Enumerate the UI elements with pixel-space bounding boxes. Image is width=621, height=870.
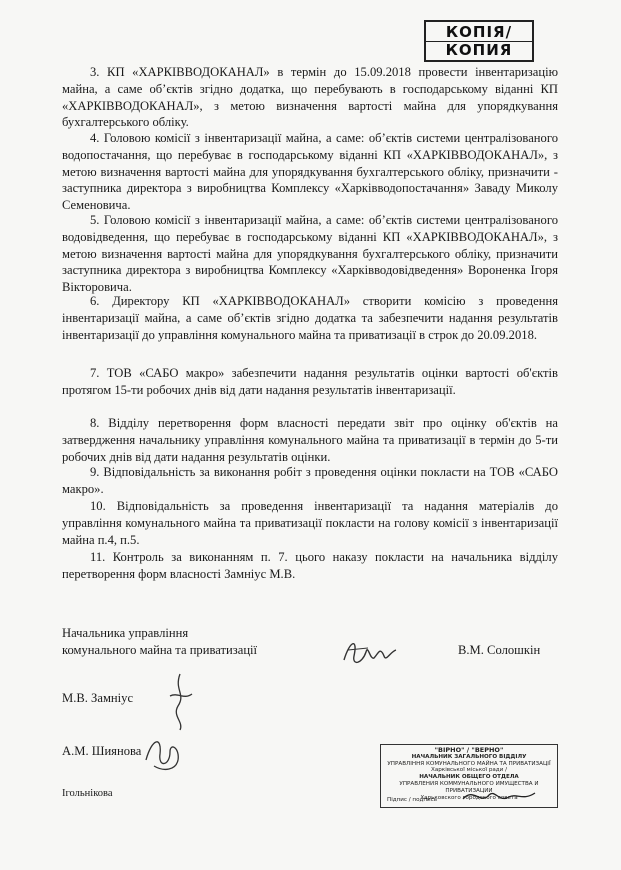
signatory-position-line1: Начальника управління <box>62 626 189 640</box>
certified-stamp-title: "ВІРНО" / "ВЕРНО" <box>434 746 504 754</box>
paragraph-9: 9. Відповідальність за виконання робіт з проведення оцінки покласти на ТОВ «САБО макро». <box>62 465 558 496</box>
paragraph-10: 10. Відповідальність за проведення інвентаризації та надання матеріалів до управління комунального майна та приватизації покласти на голову комісії з інвентаризації майна п.4, п.5. <box>62 499 558 547</box>
paragraph-11: 11. Контроль за виконанням п. 7. цього наказу покласти на начальника відділу перетворення форм власності Замніус М.В. <box>62 550 558 581</box>
paragraph-7: 7. ТОВ «САБО макро» забезпечити надання результатів оцінки вартості об'єктів протягом 15-ти робочих днів від дати надання результатів інвентаризації. <box>62 366 558 397</box>
paragraph-6: 6. Директору КП «ХАРКІВВОДОКАНАЛ» створити комісію з проведення інвентаризації майна, а саме об’єктів згідно додатка та забезпечити надання результатів інвентаризації до управління комунального майна та приватизації в строк до 20.09.2018. <box>62 294 558 342</box>
paragraph-4: 4. Головою комісії з інвентаризації майна, а саме: об’єктів системи централізованого водопостачання, що перебуває в господарському віданні КП «ХАРКІВВОДОКАНАЛ», з метою визначення вартості майна для упорядкування бухгалтерського обліку, призначити - заступника директора з виробництва Комплексу «Харківводопостачання» Заваду Миколу Семеновича. <box>62 131 558 213</box>
certified-stamp-line4: НАЧАЛЬНИК ОБЩЕГО ОТДЕЛА <box>419 774 519 781</box>
certified-stamp-signature-image <box>459 785 539 807</box>
approval-name-2: А.М. Шиянова <box>62 744 142 758</box>
certified-stamp-line2: УПРАВЛІННЯ КОМУНАЛЬНОГО МАЙНА ТА ПРИВАТИЗАЦІЇ <box>387 760 551 767</box>
paragraph-8: 8. Відділу перетворення форм власності передати звіт про оцінку об'єктів на затвердження начальнику управління комунального майна та приватизації в термін до 5-ти робочих днів від дати надання результатів оцінки. <box>62 416 558 464</box>
approval-signature-2-image <box>140 730 188 774</box>
head-signature-image <box>340 630 400 675</box>
signatory-position-line2: комунального майна та приватизації <box>62 643 258 657</box>
certified-stamp-line6: Харьковского городского совета <box>420 794 518 801</box>
certified-copy-stamp <box>380 744 558 808</box>
copy-stamp-line1: КОПІЯ/ <box>426 24 532 42</box>
paragraph-5: 5. Головою комісії з інвентаризації майна, а саме: об’єктів системи централізованого водовідведення, що перебуває в господарському віданні КП «ХАРКІВВОДОКАНАЛ», з метою визначення вартості майна для упорядкування бухгалтерського обліку, призначити заступника директора з виробництва Комплексу «Харківводовідведення» Вороненка Ігоря Вікторовича. <box>62 213 558 295</box>
certified-stamp-line5: УПРАВЛЕНИЯ КОММУНАЛЬНОГО ИМУЩЕСТВА И ПРИВАТИЗАЦИИ <box>399 780 539 794</box>
executor-name: Ігольнікова <box>62 788 113 799</box>
approval-name-1: М.В. Замніус <box>62 691 134 705</box>
signatory-position <box>62 625 257 659</box>
copy-stamp <box>424 20 534 62</box>
certified-stamp-line3: Харківської міської ради / <box>431 767 507 774</box>
certified-stamp-sign-label: Підпис / подпись <box>387 797 438 804</box>
signatory-name: В.М. Солошкін <box>458 643 541 657</box>
certified-stamp-line1: НАЧАЛЬНИК ЗАГАЛЬНОГО ВІДДІЛУ <box>411 753 527 760</box>
copy-stamp-line2: КОПИЯ <box>445 41 513 59</box>
approval-signature-1-image <box>160 672 200 732</box>
paragraph-3: 3. КП «ХАРКІВВОДОКАНАЛ» в термін до 15.09.2018 провести інвентаризацію майна, а саме об’єктів згідно додатка, що перебувають в господарському віданні КП «ХАРКІВВОДОКАНАЛ», з метою визначення вартості майна для упорядкування бухгалтерського обліку. <box>62 65 558 130</box>
